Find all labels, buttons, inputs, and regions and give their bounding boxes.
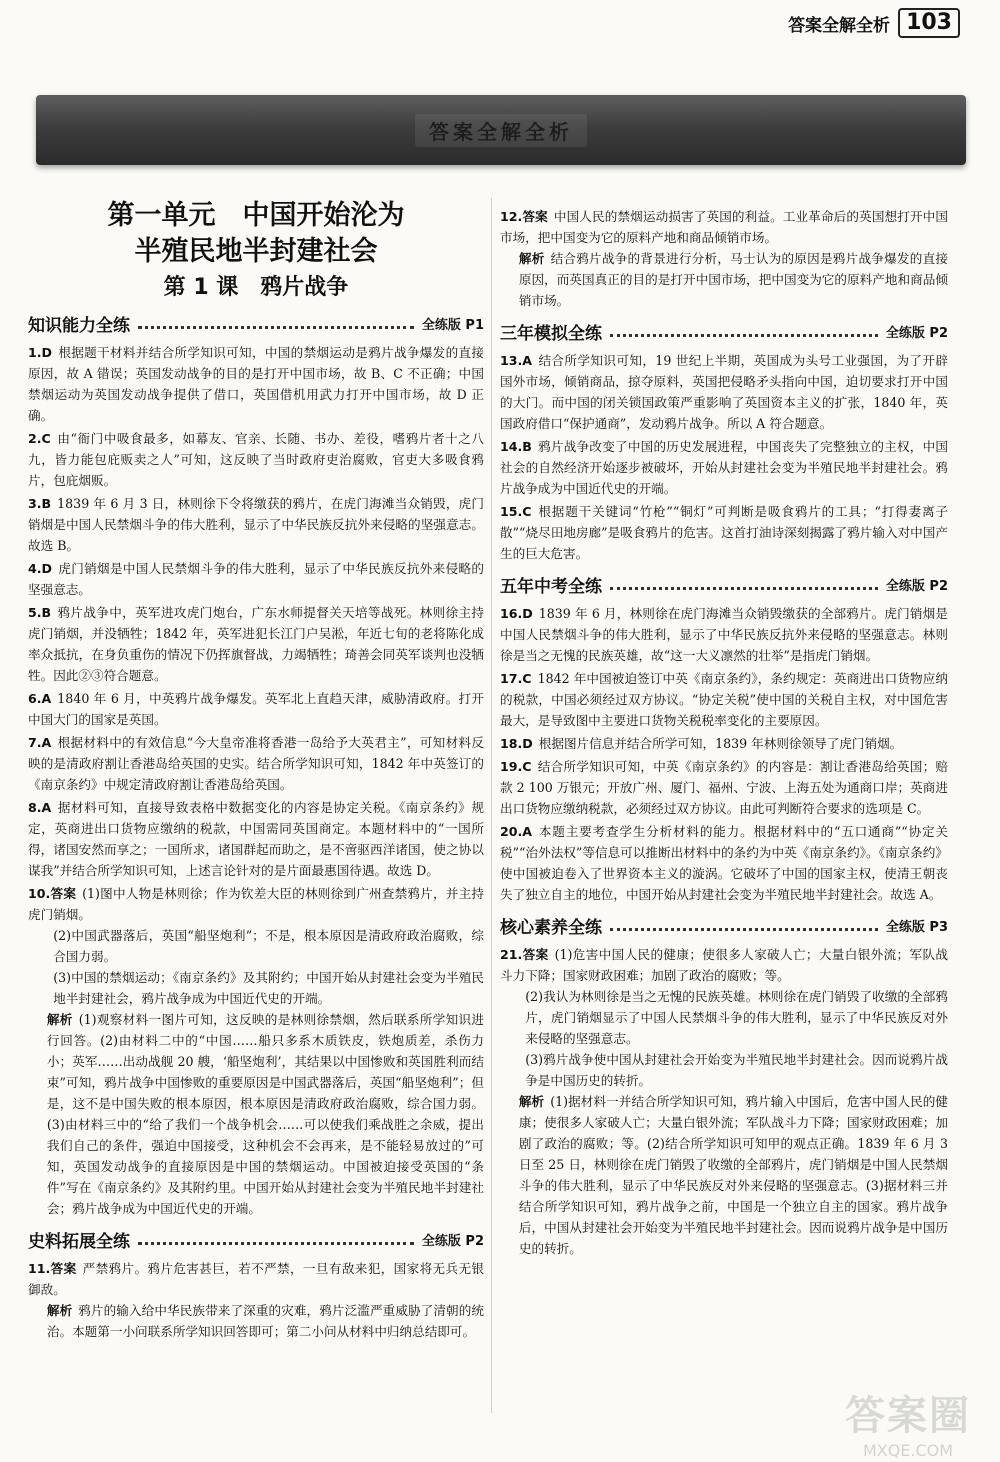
item-text: 由“衙门中吸食最多，如幕友、官亲、长随、书办、差役，嗜鸦片者十之八九，皆力能包庇贩卖之人”可知，这反映了当时政府吏治腐败，官吏大多吸食鸦片，包庇烟贩。: [28, 430, 484, 488]
item-number: 20.A: [500, 824, 533, 839]
item-number: 15.C: [500, 504, 532, 519]
section-tag: 全练版 P3: [885, 920, 948, 935]
answer-item: [500, 501, 948, 564]
section-banner: [36, 95, 966, 165]
answer-item: [28, 883, 484, 1219]
item-answer-1: (1)危害中国人民的健康；使很多人家破人亡；大量白银外流；军队战斗力下降；国家财政困难；加剧了政治的腐败；等。: [500, 947, 949, 983]
section-title: 核心素养全练: [500, 918, 602, 938]
item-number: 16.D: [500, 606, 533, 621]
item-number: 7.A: [28, 734, 52, 750]
answer-item: [500, 756, 948, 819]
item-number: 5.B: [28, 604, 52, 620]
item-answer-2: (2)我认为林则徐是当之无愧的民族英雄。林则徐在虎门销毁了收缴的全部鸦片，虎门销烟显示了中国人民禁烟斗争的伟大胜利，显示了中华民族反对外来侵略的坚强意志。: [525, 989, 948, 1046]
unit-title-line2: 半殖民地半封建社会: [134, 236, 378, 268]
section-divider: [610, 579, 878, 590]
answer-item: [28, 732, 484, 795]
section-header-core: [500, 913, 948, 938]
section-tag: 全练版 P1: [421, 317, 484, 333]
section-header-knowledge: [28, 311, 484, 336]
answer-item: [28, 688, 484, 730]
item-text: 根据题干关键词“竹枪”“铜灯”可判断是吸食鸦片的工具；“打得妻离子散”“烧尽田地房廊”是吸食鸦片的危害。这首打油诗深刻揭露了鸦片输入对中国产生的巨大危害。: [500, 504, 948, 561]
item-number: 19.C: [500, 759, 532, 774]
item-text: 根据题干材料并结合所学知识可知，中国的禁烟运动是鸦片战争爆发的直接原因，故 A 错误；英国发动战争的目的是打开中国市场，故 B、C 不正确；中国禁烟运动为英国发动战争提供了借口，英国借机用武力打开中国市场，故 D 正确。: [28, 344, 484, 423]
item-number: 17.C: [500, 671, 532, 686]
header-title: 答案全解全析: [788, 15, 891, 36]
analysis-label: 解析: [46, 1011, 73, 1027]
item-number: 10.答案: [28, 885, 77, 901]
answer-item: [500, 944, 948, 1259]
section-divider: [610, 920, 878, 931]
item-answer-1: 中国人民的禁烟运动损害了英国的利益。工业革命后的英国想打开中国市场，把中国变为它的原料产地和商品倾销市场。: [500, 209, 949, 245]
item-number: 11.答案: [28, 1260, 77, 1276]
section-header-three-year: [500, 319, 948, 344]
answer-item: [500, 436, 948, 499]
answer-item: [28, 342, 484, 426]
section-divider: [138, 1234, 414, 1245]
item-number: 3.B: [28, 495, 52, 511]
section-title: 三年模拟全练: [500, 324, 602, 344]
item-answer-1: (1)图中人物是林则徐；作为钦差大臣的林则徐到广州查禁鸦片，并主持虎门销烟。: [28, 885, 484, 922]
item-text: 1839 年 6 月，林则徐在虎门海滩当众销毁缴获的全部鸦片。虎门销烟是中国人民禁烟斗争的伟大胜利，显示了中华民族反抗外来侵略的坚强意志。林则徐是当之无愧的民族英雄，故“这一大义凛然的壮举”是指虎门销烟。: [500, 606, 948, 663]
section-tag: 全练版 P2: [885, 579, 948, 594]
unit-title: [28, 198, 484, 303]
item-number: 14.B: [500, 439, 532, 454]
answer-item: [500, 821, 948, 905]
watermark-url: MXQE.COM: [862, 1441, 954, 1460]
section-divider: [138, 318, 414, 329]
item-text: 鸦片战争改变了中国的历史发展进程，中国丧失了完整独立的主权，中国社会的自然经济开始逐步被破坏，开始从封建社会变为半殖民地半封建社会。鸦片战争成为中国近代史的开端。: [500, 439, 948, 496]
section-divider: [610, 326, 878, 337]
answer-item: [28, 602, 484, 686]
left-column: [28, 198, 484, 1344]
item-text: 鸦片战争中，英军进攻虎门炮台，广东水师提督关天培等战死。林则徐主持虎门销烟，并没牺牲；1842 年，英军进犯长江门户吴淞，年近七旬的老将陈化成率众抵抗，在身负重伤的情况下仍挥旗督战，力竭牺牲；琦善会同英军谈判也没牺牲。因此②③符合题意。: [28, 604, 484, 683]
item-number: 4.D: [28, 560, 53, 576]
analysis-text: (1)据材料一并结合所学知识可知，鸦片输入中国后，危害中国人民的健康；使很多人家破人亡；大量白银外流；军队战斗力下降；国家财政困难；加剧了政治的腐败；等。(2)结合所学知识可知甲的观点正确。1839 年 6 月 3 日至 25 日，林则徐在虎门销毁了收缴的全部鸦片，虎门销烟是中国人民禁烟斗争的伟大胜利，显示了中华民族反对外来侵略的坚强意志。(3)据材料三并结合所学知识可知，鸦片战争之前，中国是一个独立自主的国家。鸦片战争后，中国从封建社会开始变为半殖民地半封建社会。因而说鸦片战争是中国历史的转折。: [518, 1094, 949, 1256]
section-tag: 全练版 P2: [885, 326, 948, 341]
banner-text: 答案全解全析: [415, 114, 587, 147]
item-answer-3: (3)鸦片战争使中国从封建社会开始变为半殖民地半封建社会。因而说鸦片战争是中国历史的转折。: [525, 1052, 948, 1088]
item-answer-3: (3)中国的禁烟运动；《南京条约》及其附约；中国开始从封建社会变为半殖民地半封建社会，鸦片战争成为中国近代史的开端。: [53, 969, 484, 1006]
item-text: 1840 年 6 月，中英鸦片战争爆发。英军北上直趋天津，威胁清政府。打开中国大门的国家是英国。: [28, 690, 484, 727]
lesson-title: 第 1 课 鸦片战争: [163, 274, 349, 300]
item-number: 12.答案: [500, 209, 548, 224]
item-text: 据材料可知，直接导致表格中数据变化的内容是协定关税。《南京条约》规定，英商进出口货物应缴纳的税款，中国需同英国商定。本题材料中的“一国所得，诸国安然而享之；一国所求，诸国群起而助之，是不啻驱西洋诸国，使之协以谋我”并结合所学知识可知，上述言论针对的是片面最惠国待遇。故选 D。: [28, 799, 484, 878]
answer-item: [500, 603, 948, 666]
analysis-label: 解析: [518, 1094, 545, 1109]
analysis-text: 结合鸦片战争的背景进行分析，马士认为的原因是鸦片战争爆发的直接原因，而英国真正的目的是打开中国市场，把中国变为它的原料产地和商品倾销市场。: [518, 251, 949, 308]
watermark-text: 答案圈: [845, 1393, 971, 1439]
section-title: 史料拓展全练: [28, 1231, 130, 1252]
analysis-label: 解析: [518, 251, 545, 266]
answer-item: [500, 206, 948, 311]
section-tag: 全练版 P2: [421, 1233, 484, 1249]
watermark-logo: [838, 1384, 978, 1460]
item-number: 6.A: [28, 690, 52, 706]
item-answer-1: 严禁鸦片。鸦片危害甚巨，若不严禁，一旦有敌来犯，国家将无兵无银御敌。: [28, 1260, 485, 1297]
answer-item: [28, 428, 484, 491]
analysis-text: 鸦片的输入给中华民族带来了深重的灾难，鸦片泛滥严重威胁了清朝的统治。本题第一小问联系所学知识回答即可；第二小问从材料中归纳总结即可。: [46, 1302, 485, 1339]
item-number: 18.D: [500, 736, 533, 751]
page-header: [788, 8, 960, 38]
answer-item: [28, 493, 484, 556]
section-title: 知识能力全练: [28, 315, 130, 336]
column-divider: [491, 198, 492, 1413]
answer-item: [28, 558, 484, 600]
item-number: 21.答案: [500, 947, 549, 962]
section-header-materials: [28, 1227, 484, 1252]
item-text: 结合所学知识可知，中英《南京条约》的内容是：割让香港岛给英国；赔款 2 100 万银元；开放广州、厦门、福州、宁波、上海五处为通商口岸；英商进出口货物应缴纳税款，必须经过双方协议。由此可判断符合要求的选项是 C。: [500, 759, 948, 816]
answer-item: [28, 797, 484, 881]
item-text: 虎门销烟是中国人民禁烟斗争的伟大胜利，显示了中华民族反抗外来侵略的坚强意志。: [28, 560, 484, 597]
answer-item: [500, 350, 948, 434]
answer-item: [28, 1258, 484, 1342]
analysis-label: 解析: [46, 1302, 73, 1318]
item-number: 13.A: [500, 353, 533, 368]
section-header-five-year: [500, 572, 948, 597]
page-number: 103: [898, 8, 960, 38]
analysis-text: (1)观察材料一图片可知，这反映的是林则徐禁烟，然后联系所学知识进行回答。(2)由材料二中的“中国……船只多系木质铁皮，铁炮质差，杀伤力小；英军……出动战舰 20 艘，‘船坚炮利’，其结果以中国惨败和英国胜利而结束”可知，鸦片战争中国惨败的重要原因是中国武器落后，英国“船坚炮利”；但是，这不是中国失败的根本原因，根本原因是清政府政治腐败，综合国力弱。(3)由材料三中的“给了我们一个战争机会……可以使我们乘战胜之余威，提出我们自己的条件，强迫中国接受，这种机会不会再来，是不能轻易放过的”可知，英国发动战争的直接原因是中国的禁烟运动。中国被迫接受英国的“条件”写在《南京条约》及其附约里。中国开始从封建社会变为半殖民地半封建社会；鸦片战争成为中国近代史的开端。: [46, 1011, 485, 1216]
section-title: 五年中考全练: [500, 577, 602, 597]
right-column: [500, 206, 948, 1261]
item-text: 本题主要考查学生分析材料的能力。根据材料中的“五口通商”“协定关税”“治外法权”等信息可以推断出材料中的条约为中英《南京条约》。《南京条约》使中国被迫卷入了世界资本主义的漩涡。它破坏了中国的国家主权，使清王朝丧失了独立自主的地位，中国开始从封建社会变为半殖民地半封建社会。故选 A。: [500, 824, 948, 902]
item-text: 根据材料中的有效信息“今大皇帝准将香港一岛给予大英君主”，可知材料反映的是清政府割让香港岛给英国的史实。结合所学知识可知，1842 年中英签订的《南京条约》中规定清政府割让香港岛给英国。: [28, 734, 484, 792]
answer-item: [500, 733, 948, 754]
item-number: 8.A: [28, 799, 52, 815]
item-number: 2.C: [28, 430, 51, 446]
item-text: 结合所学知识可知，19 世纪上半期，英国成为头号工业强国，为了开辟国外市场，倾销商品，掠夺原料，英国把侵略矛头指向中国，迫切要求打开中国的大门。而中国的闭关锁国政策严重影响了英国资本主义的扩张，1840 年，英国政府借口“保护通商”，发动鸦片战争。所以 A 符合题意。: [500, 353, 948, 431]
unit-title-line1: 第一单元 中国开始沦为: [107, 200, 405, 231]
item-number: 1.D: [28, 344, 53, 360]
answer-item: [500, 668, 948, 731]
item-text: 1842 年中国被迫签订中英《南京条约》，条约规定：英商进出口货物应纳的税款，中国必须经过双方协议。“协定关税”使中国的关税自主权，对中国危害最大，是导致图中主要进口货物关税税率变化的主要原因。: [500, 671, 948, 728]
item-text: 根据图片信息并结合所学可知，1839 年林则徐领导了虎门销烟。: [538, 736, 903, 751]
item-text: 1839 年 6 月 3 日，林则徐下令将缴获的鸦片，在虎门海滩当众销毁，虎门销烟是中国人民禁烟斗争的伟大胜利，显示了中华民族反抗外来侵略的坚强意志。故选 B。: [28, 495, 484, 553]
item-answer-2: (2)中国武器落后，英国“船坚炮利”；不是，根本原因是清政府政治腐败，综合国力弱。: [53, 927, 484, 964]
